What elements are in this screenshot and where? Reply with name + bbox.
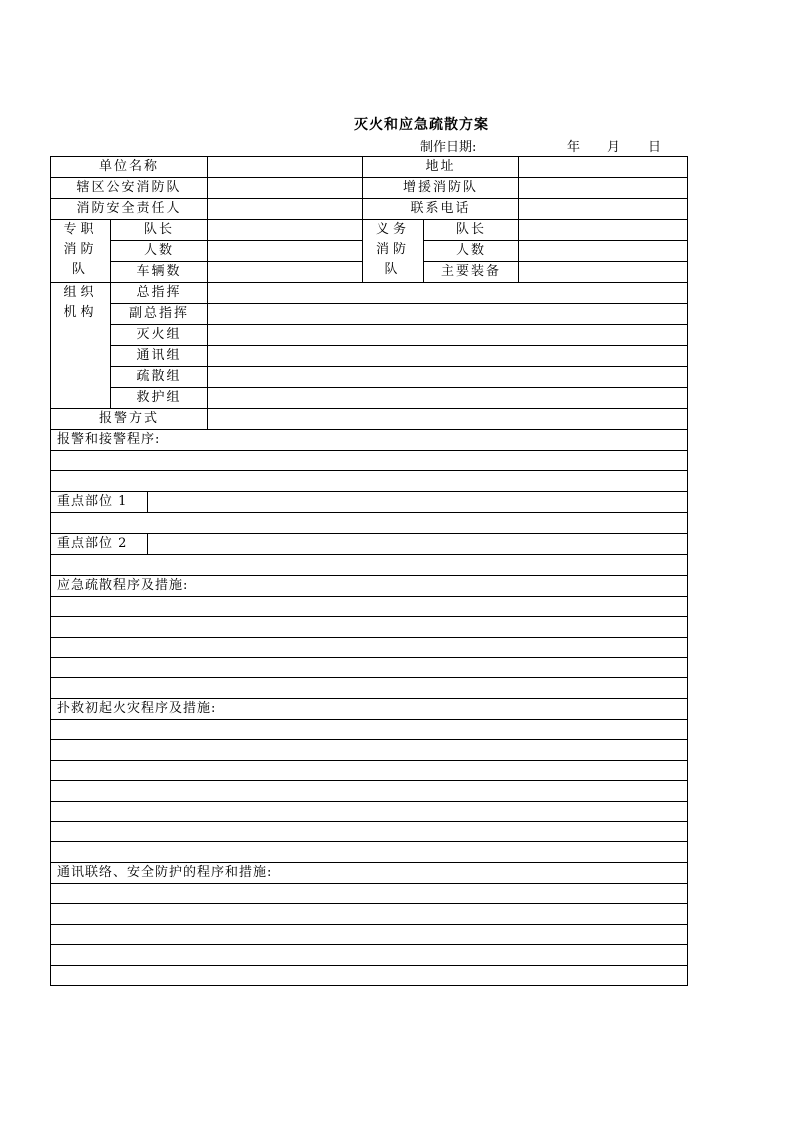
form-row-alarm-method (51, 409, 688, 430)
key-area-1-label: 重点部位 1 (51, 492, 147, 512)
form-row-safety-officer (51, 199, 688, 220)
address-label: 地址 (363, 157, 519, 178)
org-role-label: 疏散组 (111, 367, 208, 388)
org-role-field[interactable] (208, 283, 688, 304)
communication-label: 通讯联络、安全防护的程序和措施: (51, 862, 688, 883)
safety-officer-label: 消防安全责任人 (51, 199, 208, 220)
evacuation-line[interactable] (51, 637, 688, 657)
firefighting-line[interactable] (51, 842, 688, 862)
form-row-key-area-1 (51, 491, 688, 512)
volunteer-size-field[interactable] (519, 241, 688, 262)
form-row-section-header (51, 862, 688, 883)
evacuation-line[interactable] (51, 657, 688, 677)
firefighting-line[interactable] (51, 740, 688, 760)
date-day-label: 日 (648, 140, 662, 155)
document-title: 灭火和应急疏散方案 (354, 117, 489, 133)
communication-line[interactable] (51, 945, 688, 965)
volunteer-size-label: 人数 (424, 241, 519, 262)
contact-phone-label: 联系电话 (363, 199, 519, 220)
form-row-blank (51, 883, 688, 903)
form-row-blank (51, 596, 688, 616)
professional-team-label-line: 队 (71, 262, 89, 277)
date-label: 制作日期: (420, 140, 477, 155)
key-area-1-field[interactable] (147, 492, 687, 512)
organization-label-line: 组织 (63, 285, 98, 300)
professional-team-label-line: 消防 (63, 242, 98, 257)
volunteer-leader-field[interactable] (519, 220, 688, 241)
form-row-blank (51, 760, 688, 780)
form-row-unit-name (51, 157, 688, 178)
org-role-field[interactable] (208, 367, 688, 388)
safety-officer-field[interactable] (208, 199, 363, 220)
org-role-label: 总指挥 (111, 283, 208, 304)
org-role-field[interactable] (208, 304, 688, 325)
local-fire-brigade-field[interactable] (208, 178, 363, 199)
key-area-2-cell (51, 533, 688, 554)
form-row-local-fire-brigade (51, 178, 688, 199)
alarm-method-label: 报警方式 (51, 409, 208, 430)
firefighting-line[interactable] (51, 781, 688, 801)
org-role-field[interactable] (208, 325, 688, 346)
alarm-method-field[interactable] (208, 409, 688, 430)
professional-vehicles-field[interactable] (208, 262, 363, 283)
alarm-procedure-line[interactable] (51, 451, 688, 471)
alarm-procedure-label: 报警和接警程序: (51, 430, 688, 451)
key-area-1-subtable (51, 492, 687, 512)
form-row-blank (51, 781, 688, 801)
evacuation-line[interactable] (51, 678, 688, 698)
fire-plan-form (50, 156, 688, 986)
key-area-1-line[interactable] (51, 513, 688, 533)
key-area-2-field[interactable] (147, 534, 687, 554)
unit-name-label: 单位名称 (51, 157, 208, 178)
form-row-blank (51, 904, 688, 924)
firefighting-line[interactable] (51, 801, 688, 821)
alarm-procedure-line[interactable] (51, 471, 688, 491)
organization-label (51, 283, 111, 409)
volunteer-leader-label: 队长 (424, 220, 519, 241)
key-area-1-cell (51, 491, 688, 512)
volunteer-equipment-field[interactable] (519, 262, 688, 283)
professional-leader-label: 队长 (111, 220, 208, 241)
volunteer-team-label (363, 220, 424, 283)
professional-leader-field[interactable] (208, 220, 363, 241)
professional-vehicles-label: 车辆数 (111, 262, 208, 283)
form-row-blank (51, 555, 688, 575)
form-row-blank (51, 822, 688, 842)
form-row-section-header (51, 698, 688, 719)
form-row-org-role (51, 388, 688, 409)
org-role-label: 灭火组 (111, 325, 208, 346)
form-row-blank (51, 740, 688, 760)
org-role-label: 救护组 (111, 388, 208, 409)
firefighting-line[interactable] (51, 760, 688, 780)
professional-team-label (51, 220, 111, 283)
key-area-2-subtable (51, 534, 687, 554)
firefighting-line[interactable] (51, 719, 688, 739)
communication-line[interactable] (51, 904, 688, 924)
form-row-org-role (51, 304, 688, 325)
form-row-blank (51, 965, 688, 985)
communication-line[interactable] (51, 883, 688, 903)
volunteer-team-label-line: 队 (384, 262, 402, 277)
date-month-label: 月 (607, 140, 621, 155)
form-row-blank (51, 637, 688, 657)
form-row-org-role (51, 367, 688, 388)
communication-line[interactable] (51, 924, 688, 944)
reinforcement-brigade-label: 增援消防队 (363, 178, 519, 199)
key-area-2-line[interactable] (51, 555, 688, 575)
volunteer-team-label-line: 义务 (376, 222, 411, 237)
form-row-key-area-2 (51, 533, 688, 554)
form-row-blank (51, 451, 688, 471)
local-fire-brigade-label: 辖区公安消防队 (51, 178, 208, 199)
contact-phone-field[interactable] (519, 199, 688, 220)
form-row-section-header (51, 430, 688, 451)
address-field[interactable] (519, 157, 688, 178)
professional-team-label-line: 专职 (63, 222, 98, 237)
form-row-blank (51, 471, 688, 491)
organization-label-line: 机构 (63, 305, 98, 320)
volunteer-team-label-line: 消防 (376, 242, 411, 257)
form-row-blank (51, 657, 688, 677)
firefighting-line[interactable] (51, 822, 688, 842)
evacuation-label: 应急疏散程序及措施: (51, 575, 688, 596)
volunteer-equipment-label: 主要装备 (424, 262, 519, 283)
org-role-field[interactable] (208, 388, 688, 409)
form-row-org-role (51, 346, 688, 367)
form-row-blank (51, 719, 688, 739)
form-row-org-role (51, 325, 688, 346)
org-role-label: 副总指挥 (111, 304, 208, 325)
reinforcement-brigade-field[interactable] (519, 178, 688, 199)
form-row-blank (51, 945, 688, 965)
form-row-blank (51, 842, 688, 862)
unit-name-field[interactable] (208, 157, 363, 178)
professional-size-label: 人数 (111, 241, 208, 262)
form-row-blank (51, 924, 688, 944)
form-row-blank (51, 801, 688, 821)
form-row-blank (51, 617, 688, 637)
evacuation-line[interactable] (51, 596, 688, 616)
org-role-label: 通讯组 (111, 346, 208, 367)
evacuation-line[interactable] (51, 617, 688, 637)
form-row-org-role (51, 283, 688, 304)
key-area-2-label: 重点部位 2 (51, 534, 147, 554)
professional-size-field[interactable] (208, 241, 363, 262)
form-row-team-leader (51, 220, 688, 241)
form-row-blank (51, 678, 688, 698)
org-role-field[interactable] (208, 346, 688, 367)
date-year-label: 年 (567, 140, 581, 155)
firefighting-label: 扑救初起火灾程序及措施: (51, 698, 688, 719)
form-row-blank (51, 513, 688, 533)
form-row-section-header (51, 575, 688, 596)
communication-line[interactable] (51, 965, 688, 985)
